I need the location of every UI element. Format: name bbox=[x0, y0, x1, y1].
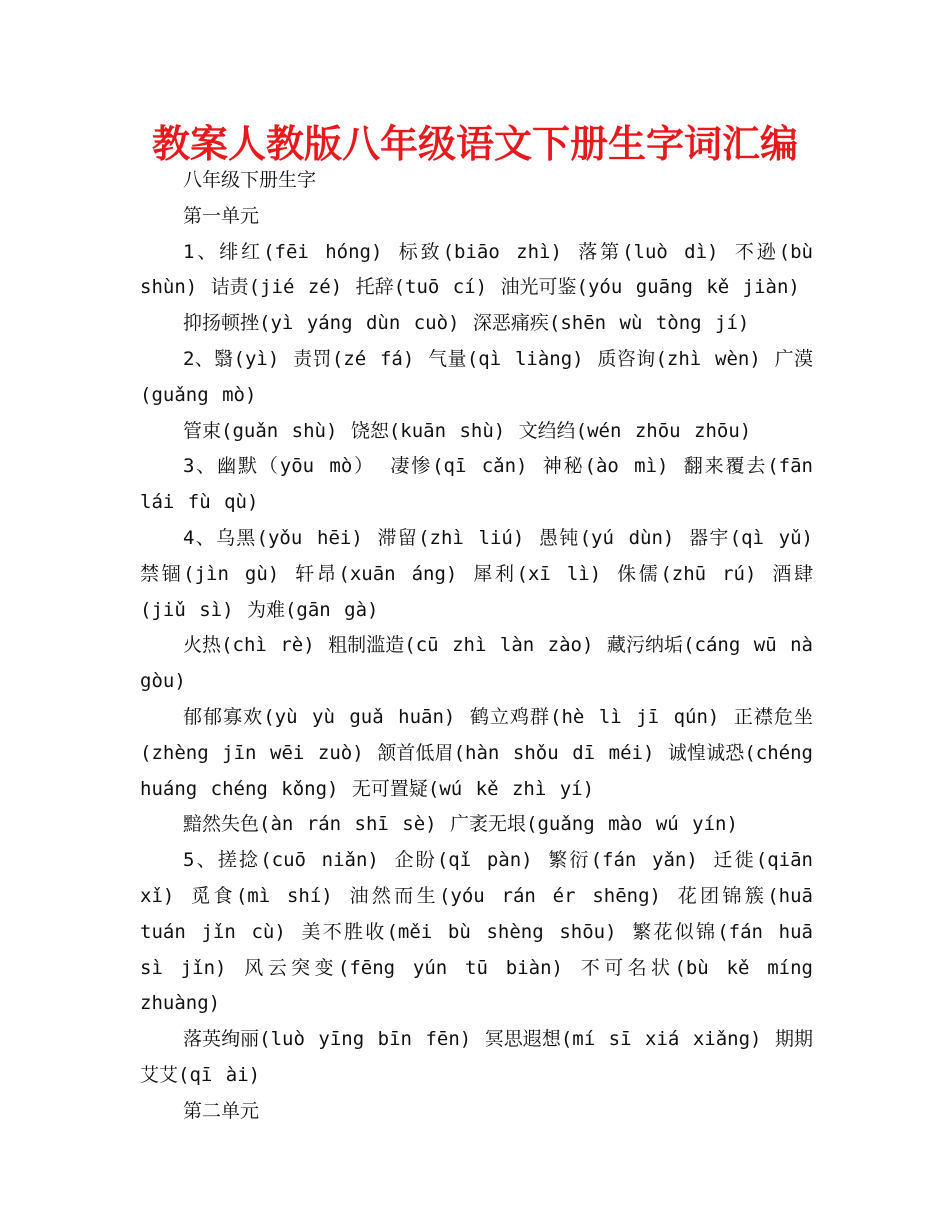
vocab-paragraph: 抑扬顿挫(yì yáng dùn cuò) 深恶痛疾(shēn wù tòng jí) bbox=[183, 312, 750, 335]
vocab-paragraph: 黯然失色(àn rán shī sè) 广袤无垠(guǎng mào wú yín) bbox=[183, 813, 738, 836]
vocab-paragraph: 落英绚丽(luò yīng bīn fēn) 冥思遐想(mí sī xiá xiǎng) 期期艾艾(qī ài) bbox=[140, 1028, 813, 1086]
vocab-paragraph: 5、搓捻(cuō niǎn) 企盼(qǐ pàn) 繁衍(fán yǎn) 迁徙(qiān xǐ) 觅食(mì shí) 油然而生(yóu rán ér shēng) 花团锦簇(huā tuán jǐn cù) 美不胜收(měi bù shèng shōu) 繁花似锦(fán huā sì jǐn) 风云突变(fēng yún tū biàn) 不可名状(bù kě míng zhuàng) bbox=[140, 849, 813, 1015]
vocab-paragraph: 管束(guǎn shù) 饶恕(kuān shù) 文绉绉(wén zhōu zhōu) bbox=[183, 419, 752, 442]
vocab-paragraph: 1、绯红(fēi hóng) 标致(biāo zhì) 落第(luò dì) 不逊(bù shùn) 诘责(jié zé) 托辞(tuō cí) 油光可鉴(yóu guāng kě jiàn) bbox=[140, 240, 813, 299]
section-heading: 八年级下册生字 bbox=[183, 169, 317, 191]
vocab-paragraph: 3、幽默（yōu mò） 凄惨(qī cǎn) 神秘(ào mì) 翻来覆去(fān lái fù qù) bbox=[140, 455, 813, 514]
document-body bbox=[140, 163, 813, 1130]
document-title: 教案人教版八年级语文下册生字词汇编 bbox=[151, 122, 798, 166]
unit-heading: 第二单元 bbox=[183, 1099, 260, 1122]
unit-heading: 第一单元 bbox=[183, 204, 260, 227]
vocab-paragraph: 4、乌黑(yǒu hēi) 滞留(zhì liú) 愚钝(yú dùn) 器宇(qì yǔ) 禁锢(jìn gù) 轩昂(xuān áng) 犀利(xī lì) 侏儒(zhū rú) 酒肆(jiǔ sì) 为难(gān gà) bbox=[140, 526, 813, 621]
vocab-paragraph: 火热(chì rè) 粗制滥造(cū zhì làn zào) 藏污纳垢(cáng wū nà gòu) bbox=[140, 634, 813, 693]
vocab-paragraph: 郁郁寡欢(yù yù guǎ huān) 鹤立鸡群(hè lì jī qún) 正襟危坐(zhèng jīn wēi zuò) 颔首低眉(hàn shǒu dī méi) 诚惶诚恐(chéng huáng chéng kǒng) 无可置疑(wú kě zhì yí) bbox=[140, 705, 813, 800]
vocab-paragraph: 2、翳(yì) 责罚(zé fá) 气量(qì liàng) 质咨询(zhì wèn) 广漠(guǎng mò) bbox=[140, 347, 813, 406]
